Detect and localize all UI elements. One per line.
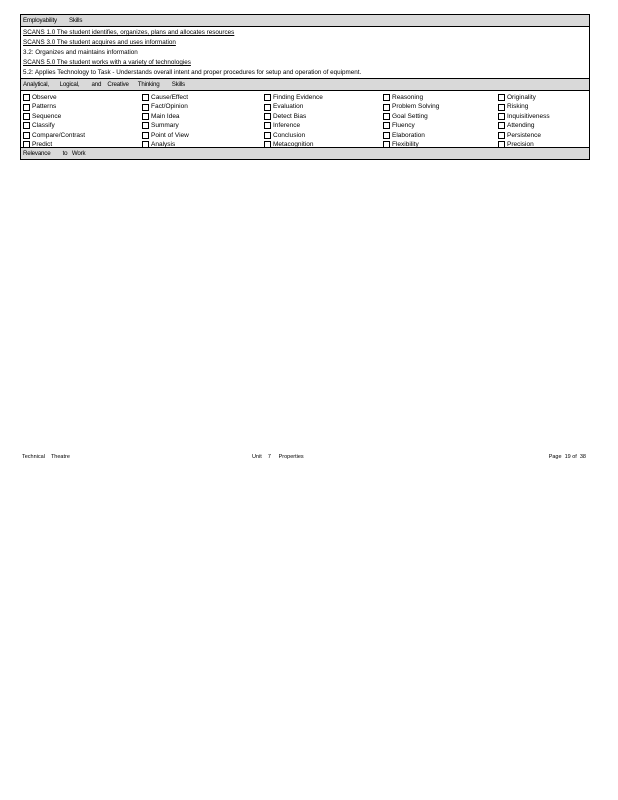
checkbox[interactable] bbox=[264, 113, 271, 120]
checkbox-label: Flexibility bbox=[392, 140, 419, 148]
checkbox[interactable] bbox=[142, 113, 149, 120]
footer-course: Technical Theatre bbox=[22, 454, 70, 460]
checkbox-item[interactable] bbox=[23, 93, 85, 102]
checkbox-label: Finding Evidence bbox=[273, 94, 323, 101]
footer-unit: Unit 7 Properties bbox=[252, 454, 304, 460]
checklist-column bbox=[23, 93, 85, 149]
checkbox-item[interactable] bbox=[23, 121, 85, 130]
checkbox-label: Metacognition bbox=[273, 140, 314, 148]
checklist-column bbox=[498, 93, 550, 149]
checkbox-label: Observe bbox=[32, 94, 57, 101]
checkbox-label: Originality bbox=[507, 94, 536, 101]
checkbox-label: Attending bbox=[507, 122, 535, 130]
checkbox-item[interactable] bbox=[498, 140, 550, 149]
checkbox-label: Goal Setting bbox=[392, 112, 428, 120]
checkbox-label: Problem Solving bbox=[392, 103, 440, 111]
scans-item: SCANS 5.0 The student works with a variety of technologies bbox=[23, 59, 191, 66]
checkbox-item[interactable] bbox=[264, 93, 323, 102]
checkbox[interactable] bbox=[498, 104, 505, 111]
checklist-column bbox=[383, 93, 439, 149]
checkbox[interactable] bbox=[498, 94, 505, 101]
checklist-column bbox=[264, 93, 323, 149]
checkbox-label: Persistence bbox=[507, 131, 541, 139]
checkbox[interactable] bbox=[264, 141, 271, 148]
checkbox[interactable] bbox=[264, 122, 271, 129]
checkbox-item[interactable] bbox=[23, 112, 85, 121]
checkbox[interactable] bbox=[383, 94, 390, 101]
thinking-skills-header: Analytical, Logical, and Creative Thinking Skills bbox=[21, 79, 589, 91]
checkbox-label: Sequence bbox=[32, 112, 62, 120]
scans-item: SCANS 3.0 The student acquires and uses information bbox=[23, 39, 176, 46]
checkbox[interactable] bbox=[383, 113, 390, 120]
checkbox-item[interactable] bbox=[383, 112, 439, 121]
scans-list bbox=[21, 27, 589, 79]
checkbox-item[interactable] bbox=[142, 121, 189, 130]
checkbox-label: Cause/Effect bbox=[151, 94, 189, 101]
relevance-to-work-header: Relevance to Work bbox=[21, 147, 589, 159]
checkbox-item[interactable] bbox=[142, 93, 189, 102]
checkbox-label: Predict bbox=[32, 140, 53, 148]
checkbox[interactable] bbox=[23, 104, 30, 111]
checkbox-label: Main Idea bbox=[151, 112, 180, 120]
checkbox[interactable] bbox=[498, 141, 505, 148]
checkbox-item[interactable] bbox=[383, 93, 439, 102]
checkbox-label: Conclusion bbox=[273, 131, 306, 139]
checkbox-label: Precision bbox=[507, 140, 534, 148]
checkbox-item[interactable] bbox=[383, 102, 439, 111]
checkbox-label: Inference bbox=[273, 122, 301, 130]
checkbox-item[interactable] bbox=[23, 102, 85, 111]
checkbox-label: Classify bbox=[32, 122, 55, 130]
checkbox-item[interactable] bbox=[264, 140, 323, 149]
checkbox[interactable] bbox=[142, 132, 149, 139]
checkbox[interactable] bbox=[142, 104, 149, 111]
checkbox[interactable] bbox=[383, 141, 390, 148]
checkbox[interactable] bbox=[498, 113, 505, 120]
checkbox[interactable] bbox=[23, 132, 30, 139]
checkbox[interactable] bbox=[498, 132, 505, 139]
checkbox[interactable] bbox=[23, 113, 30, 120]
checkbox-item[interactable] bbox=[498, 112, 550, 121]
checkbox-label: Summary bbox=[151, 122, 179, 130]
checkbox-label: Evaluation bbox=[273, 103, 304, 111]
checkbox[interactable] bbox=[498, 122, 505, 129]
checkbox[interactable] bbox=[264, 94, 271, 101]
checkbox-item[interactable] bbox=[383, 131, 439, 140]
checkbox[interactable] bbox=[264, 132, 271, 139]
thinking-skills-checklist bbox=[21, 91, 589, 147]
checkbox[interactable] bbox=[142, 94, 149, 101]
checkbox-item[interactable] bbox=[264, 131, 323, 140]
checkbox[interactable] bbox=[383, 132, 390, 139]
checkbox[interactable] bbox=[23, 141, 30, 148]
checkbox-item[interactable] bbox=[142, 131, 189, 140]
checkbox-item[interactable] bbox=[264, 121, 323, 130]
checkbox-item[interactable] bbox=[142, 140, 189, 149]
checkbox-item[interactable] bbox=[142, 102, 189, 111]
checkbox-label: Reasoning bbox=[392, 94, 424, 101]
checkbox[interactable] bbox=[264, 104, 271, 111]
scans-item: 3.2: Organizes and maintains information bbox=[23, 49, 138, 56]
checkbox-item[interactable] bbox=[498, 131, 550, 140]
checkbox-item[interactable] bbox=[383, 121, 439, 130]
checkbox[interactable] bbox=[383, 104, 390, 111]
checkbox-item[interactable] bbox=[498, 121, 550, 130]
checkbox[interactable] bbox=[383, 122, 390, 129]
checkbox-item[interactable] bbox=[498, 93, 550, 102]
checkbox-label: Patterns bbox=[32, 103, 57, 111]
employability-skills-header: Employability Skills bbox=[21, 15, 589, 27]
checkbox-label: Elaboration bbox=[392, 131, 425, 139]
footer-page-number: Page 19 of 38 bbox=[548, 454, 586, 460]
checkbox-label: Fact/Opinion bbox=[151, 103, 188, 111]
scans-item: 5.2: Applies Technology to Task - Understands overall intent and proper procedures for setup and operation of equipment. bbox=[23, 69, 362, 76]
checkbox-item[interactable] bbox=[142, 112, 189, 121]
checkbox-label: Detect Bias bbox=[273, 112, 307, 120]
skills-table bbox=[20, 14, 590, 160]
checkbox-label: Inquisitiveness bbox=[507, 112, 550, 120]
checkbox-item[interactable] bbox=[23, 131, 85, 140]
checkbox-item[interactable] bbox=[383, 140, 439, 149]
checkbox-label: Analysis bbox=[151, 140, 176, 148]
checkbox[interactable] bbox=[142, 141, 149, 148]
page-footer bbox=[22, 454, 586, 462]
checkbox-item[interactable] bbox=[264, 102, 323, 111]
checkbox-item[interactable] bbox=[23, 140, 85, 149]
checkbox-label: Compare/Contrast bbox=[32, 131, 86, 139]
checkbox-label: Risking bbox=[507, 103, 529, 111]
checkbox-label: Point of View bbox=[151, 131, 189, 139]
checkbox-label: Fluency bbox=[392, 122, 415, 130]
checkbox-item[interactable] bbox=[264, 112, 323, 121]
checkbox-item[interactable] bbox=[498, 102, 550, 111]
checklist-column bbox=[142, 93, 189, 149]
checkbox[interactable] bbox=[23, 122, 30, 129]
checkbox[interactable] bbox=[142, 122, 149, 129]
scans-item: SCANS 1.0 The student identifies, organizes, plans and allocates resources bbox=[23, 29, 235, 36]
checkbox[interactable] bbox=[23, 94, 30, 101]
